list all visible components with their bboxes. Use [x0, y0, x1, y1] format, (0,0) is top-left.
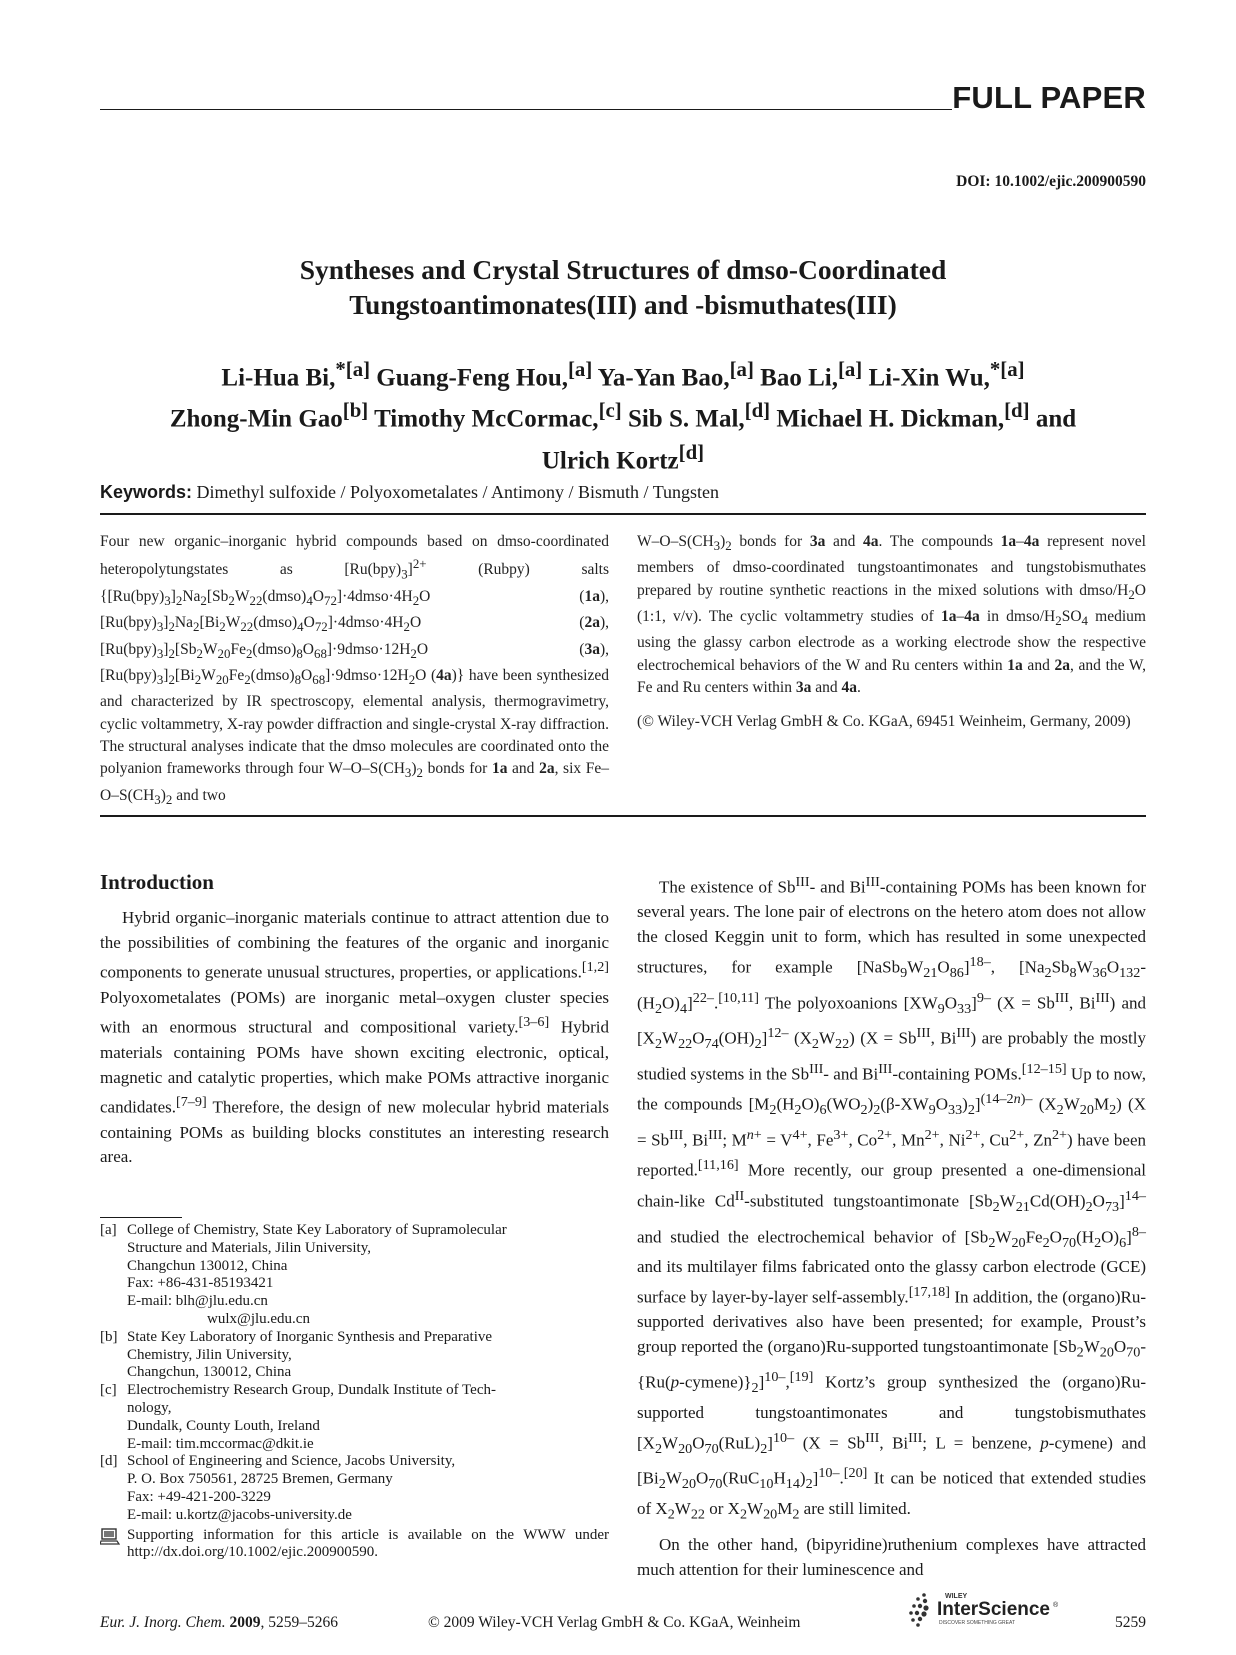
abstract-paragraph: Four new organic–inorganic hybrid compounds based on dmso-coordinated heteropolytungstates as $[Ru(bpy)_3]^{2+}$ (Rubpy) salts {$[Ru(bpy)_3]_2Na_2[Sb_2W_{22}(dmso)_4O_{72}]\cdot 4dmso\cdot 4H_2O$ (1a), $[Ru(bpy)_3]_2Na_2[Bi_2W_{22}(dmso)_4O_{72}]\cdot 4dmso\cdot 4H_2O$ (2a), $[Ru(bpy)_3]_2[Sb_2W_{20}Fe_2(dmso)_8O_{68}]\cdot 9dmso\cdot 12H_2O$ (3a), $[Ru(bpy)_3]_2[Bi_2W_{20}Fe_2(dmso)_8O_{68}]\cdot 9dmso\cdot 12H_2O$ (4a)} have been synthesized and characterized by IR spectroscopy, elemental analysis, thermogravimetry, cyclic voltammetry, X-ray powder diffraction and single-crystal X-ray diffraction. The structural analyses indicate that the dmso molecules are coordinated onto the polyanion frameworks through four $W-O-S(CH_3)_2$ bonds for 1a and 2a, six $Fe-O-S(CH_3)_2$ and two — [100, 533, 610, 807]
footnote-line: School of Engineering and Science, Jacobs University, — [127, 1453, 456, 1470]
logo-tagline: DISCOVER SOMETHING GREAT — [939, 1620, 1016, 1626]
body-paragraph: Hybrid organic–inorganic materials continue to attract attention due to the possibilities of combining the features of the organic and inorganic components to generate unusual structures, properties, or applications.[1,2] Polyoxometalates (POMs) are inorganic metal–oxygen cluster species with an enormous structural and compositional variety.[3–6] Hybrid materials containing POMs have shown exciting electronic, optical, magnetic and catalytic properties, which make POMs attractive inorganic candidates.[7–9] Therefore, the design of new molecular hybrid materials containing POMs as building blocks constitutes an interesting research area. — [100, 908, 609, 1167]
author-line-2 — [100, 394, 1146, 435]
author-list — [100, 353, 1146, 477]
affiliation-mark: *[a] — [989, 357, 1025, 381]
keywords-list: Dimethyl sulfoxide / Polyoxometalates / Antimony / Bismuth / Tungsten — [196, 482, 720, 502]
affiliation-mark: [d] — [678, 439, 705, 464]
footnote-c — [100, 1382, 609, 1453]
footnote-rule — [100, 1217, 182, 1218]
affiliation-mark: [a] — [729, 357, 754, 381]
logo-wiley-text: WILEY — [945, 1593, 968, 1600]
section-label: FULL PAPER — [952, 80, 1146, 115]
author-name: Ulrich Kortz — [541, 446, 679, 474]
footnote-line: Dundalk, County Louth, Ireland — [127, 1417, 320, 1434]
footer-citation — [100, 1614, 338, 1632]
abstract-copyright: (© Wiley-VCH Verlag GmbH & Co. KGaA, 69451 Weinheim, Germany, 2009) — [637, 713, 1131, 731]
title-line-1: Syntheses and Crystal Structures of dmso-Coordinated — [299, 254, 947, 285]
footnote-line: Changchun 130012, China — [127, 1257, 288, 1274]
author-name: Ya-Yan Bao, — [597, 364, 730, 392]
footnote-line: nology, — [127, 1399, 172, 1416]
footnote-line: Structure and Materials, Jilin University, — [127, 1239, 371, 1256]
footnote-b — [100, 1329, 609, 1382]
abstract-rule-bottom — [100, 815, 1146, 817]
footnote-tag: [d] — [100, 1453, 118, 1470]
author-name: Bao Li, — [760, 364, 838, 392]
journal-name: Eur. J. Inorg. Chem. — [100, 1614, 226, 1631]
journal-year: 2009 — [229, 1614, 261, 1631]
doi[interactable]: DOI: 10.1002/ejic.200900590 — [956, 173, 1146, 190]
footnote-tag: [c] — [100, 1382, 117, 1399]
footnote-d — [100, 1453, 609, 1524]
article-title — [100, 252, 1146, 322]
footer-copyright: © 2009 Wiley-VCH Verlag GmbH & Co. KGaA, Weinheim — [428, 1614, 801, 1631]
author-line-3 — [100, 436, 1146, 477]
logo-registered-mark: ® — [1053, 1602, 1059, 1609]
author-line-1 — [100, 353, 1146, 394]
affiliation-mark: [d] — [744, 398, 771, 423]
keywords — [100, 482, 719, 503]
body-right-column — [637, 870, 1146, 1583]
author-name: Michael H. Dickman, — [776, 405, 1005, 433]
footnote-email[interactable]: E-mail: tim.mccormac@dkit.ie — [127, 1435, 314, 1452]
footnote-line: State Key Laboratory of Inorganic Synthesis and Preparative — [127, 1328, 493, 1345]
author-conjunction: and — [1035, 405, 1077, 433]
logo-main-text: InterScience — [937, 1599, 1050, 1620]
journal-pages: , 5259–5266 — [260, 1614, 338, 1631]
affiliation-mark: [c] — [598, 398, 622, 423]
footnote-email[interactable]: E-mail: blh@jlu.edu.cn — [127, 1293, 268, 1310]
footnote-email[interactable]: wulx@jlu.edu.cn — [207, 1310, 310, 1327]
section-heading: Introduction — [100, 870, 214, 894]
abstract-right-column — [637, 531, 1146, 734]
abstract-left-column — [100, 531, 609, 811]
page-number: 5259 — [1115, 1614, 1146, 1631]
body-paragraph: The existence of $Sb^{III}-$ and $Bi^{III}$-containing POMs has been known for several years. The lone pair of electrons on the hetero atom does not allow the closed Keggin unit to form, which has resulted in some unexpected structures, for example $[NaSb_9W_{21}O_{86}]^{18-}$, $[Na_2Sb_8W_{36}O_{132}-(H_2O)_4]^{22-}.[10,11]$ The polyoxoanions $[XW_9O_{33}]^{9-}$ ($X = Sb^{III}$, $Bi^{III}$) and $[X_2W_{22}O_{74}(OH)_2]^{12-}$ $(X_2W_{22}) (X = Sb^{III}$, $Bi^{III}$) are probably the mostly studied systems in the $Sb^{III}-$ and $Bi^{III}$-containing POMs.[12–15] Up to now, the compounds $[M_2(H_2O)_6(WO_2)_2(\beta-XW_9O_{33})_2]^{(14-2n)-}$ $(X_2W_{20}M_2) (X = Sb^{III}$, $Bi^{III}$; $M^{n+} = V^{4+}$, $Fe^{3+}$, $Co^{2+}$, $Mn^{2+}$, $Ni^{2+}$, $Cu^{2+}$, $Zn^{2+}$) have been reported.[11,16] More recently, our group presented a one-dimensional chain-like $Cd^{II}$-substituted tungstoantimonate $[Sb_2W_{21}Cd(OH)_2O_{73}]^{14-}$ and studied the electrochemical behavior of $[Sb_2W_{20}Fe_2O_{70}(H_2O)_6]^{8-}$ and its multilayer films fabricated onto the glassy carbon electrode (GCE) surface by layer-by-layer self-assembly.[17,18] In addition, the (organo)Ru-supported derivatives also have been presented; for example, Proust’s group reported the (organo)Ru-supported tungstoantimonate $[Sb_2W_{20}O_{70}-\{Ru(p-cymene)\}_2]^{10-},[19]$ Kortz’s group synthesized the (organo)Ru-supported tungstoantimonates and tungstobismuthates $[X_2W_{20}O_{70}(RuL)_2]^{10-}$ ($X = Sb^{III}$, $Bi^{III}$; L = benzene, p-cymene) and $[Bi_2W_{20}O_{70}(RuC_{10}H_{14})_2]^{10-}.[20]$ It can be noticed that extended studies of $X_2W_{22}$ or $X_2W_{20}M_2$ are still limited. — [637, 874, 1147, 1523]
header-rule — [100, 109, 952, 110]
affiliation-mark: [b] — [342, 398, 369, 423]
keywords-label: Keywords: — [100, 482, 193, 502]
footnote-line: Electrochemistry Research Group, Dundalk Institute of Tech- — [127, 1382, 496, 1399]
computer-icon — [100, 1527, 127, 1563]
body-paragraph: On the other hand, (bipyridine)ruthenium complexes have attracted much attention for their luminescence and — [637, 1535, 1146, 1579]
interscience-logo — [903, 1586, 1068, 1632]
supporting-info-note — [100, 1527, 609, 1563]
author-name: Zhong-Min Gao — [169, 405, 343, 433]
footnote-line: Changchun, 130012, China — [127, 1364, 292, 1381]
footnote-line: Fax: +86-431-85193421 — [127, 1275, 274, 1292]
footnote-tag: [a] — [100, 1222, 117, 1238]
author-name: Sib S. Mal, — [627, 405, 745, 433]
footnote-line: College of Chemistry, State Key Laboratory of Supramolecular — [127, 1222, 507, 1238]
author-name: Li-Xin Wu, — [868, 364, 990, 392]
footnote-line: Fax: +49-421-200-3229 — [127, 1488, 271, 1505]
supporting-info-text[interactable]: Supporting information for this article is available on the WWW under http://dx.doi.org/10.1002/ejic.200900590. — [127, 1526, 609, 1561]
footnote-line: P. O. Box 750561, 28725 Bremen, Germany — [127, 1471, 393, 1488]
footnote-email[interactable]: E-mail: u.kortz@jacobs-university.de — [127, 1506, 352, 1523]
affiliation-footnotes — [100, 1222, 609, 1562]
affiliation-mark: *[a] — [335, 357, 371, 381]
footnote-tag: [b] — [100, 1328, 118, 1345]
author-name: Guang-Feng Hou, — [376, 364, 568, 392]
title-line-2: Tungstoantimonates(III) and -bismuthates(III) — [349, 289, 897, 320]
footnote-a — [100, 1222, 609, 1329]
affiliation-mark: [a] — [837, 357, 863, 381]
author-name: Li-Hua Bi, — [221, 364, 336, 392]
footnote-line: Chemistry, Jilin University, — [127, 1346, 292, 1363]
affiliation-mark: [d] — [1004, 398, 1030, 423]
abstract-rule-top — [100, 513, 1146, 515]
abstract-paragraph: $W-O-S(CH_3)_2$ bonds for 3a and 4a. The compounds 1a–4a represent novel members of dmso-coordinated tungstoantimonates and tungstobismuthates prepared by routine synthetic reactions in the mixed solutions with dmso/$H_2O$ (1:1, v/v). The cyclic voltammetry studies of 1a–4a in dmso/$H_2SO_4$ medium using the glassy carbon electrode as a working electrode show the respective electrochemical behaviors of the W and Ru centers within 1a and 2a, and the W, Fe and Ru centers within 3a and 4a. — [637, 533, 1146, 697]
body-left-column — [100, 906, 609, 1170]
author-name: Timothy McCormac, — [374, 405, 599, 433]
affiliation-mark: [a] — [568, 357, 593, 381]
